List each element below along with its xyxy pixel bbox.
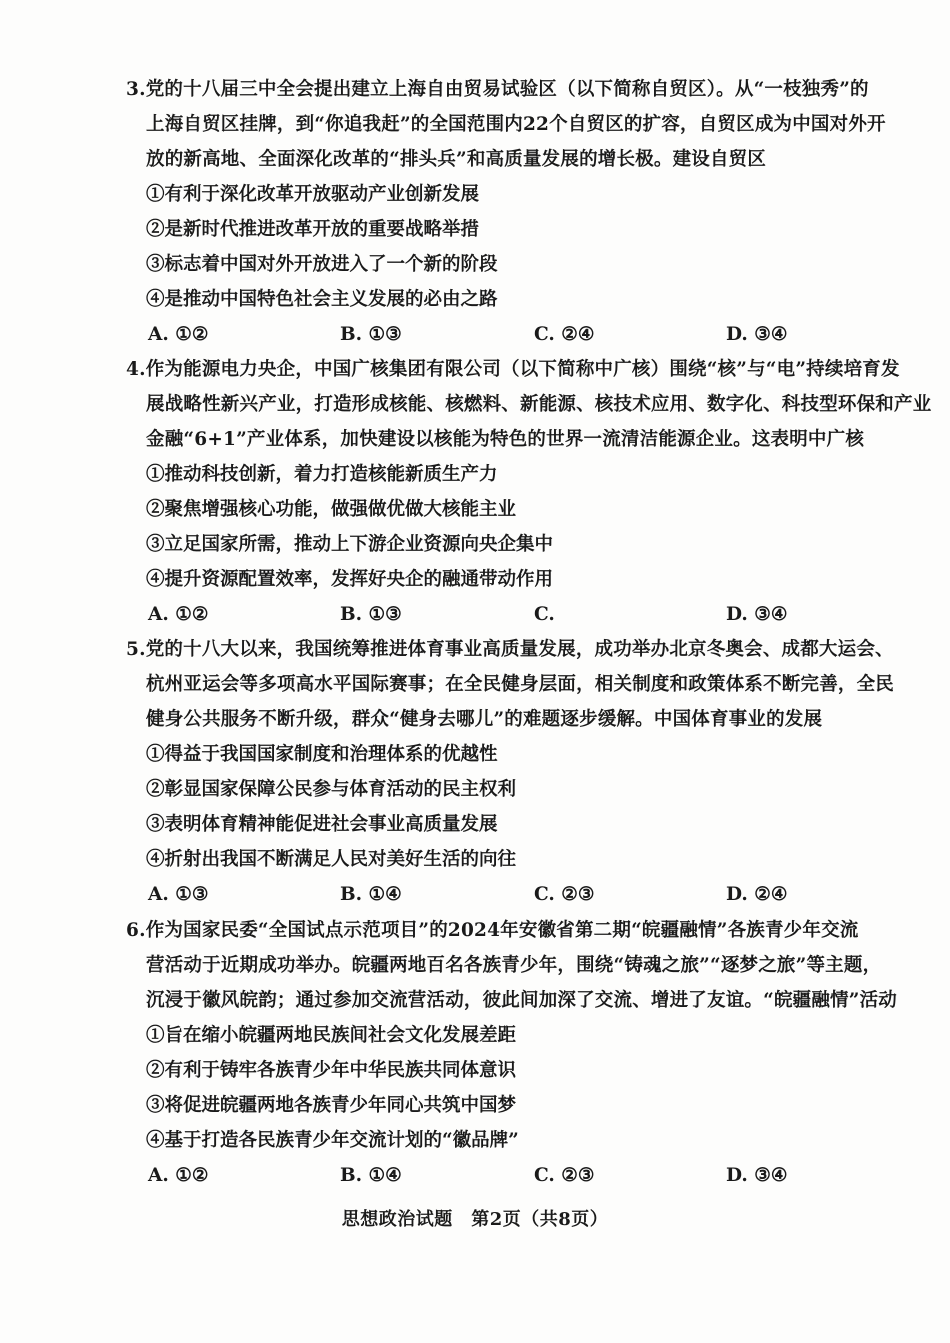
choice-c: C. ②③ (534, 1165, 595, 1186)
statement-4: ④折射出我国不断满足人民对美好生活的向往 (146, 849, 517, 870)
question-3 (126, 72, 886, 352)
choice-a: A. ①② (148, 1165, 209, 1186)
choice-b: B. ①③ (340, 324, 402, 345)
choice-a: A. ①③ (148, 884, 209, 905)
question-stem-line: 杭州亚运会等多项高水平国际赛事；在全民健身层面，相关制度和政策体系不断完善，全民 (146, 674, 895, 695)
statement-1: ①旨在缩小皖疆两地民族间社会文化发展差距 (146, 1025, 517, 1046)
choice-b: B. ①④ (340, 1165, 402, 1186)
question-stem-line: 沉浸于徽风皖韵；通过参加交流营活动，彼此间加深了交流、增进了友谊。“皖疆融情”活动 (146, 990, 897, 1011)
statement-2: ②是新时代推进改革开放的重要战略举措 (146, 219, 480, 240)
choice-c: C. ②③ (534, 884, 595, 905)
question-stem-line: 展战略性新兴产业，打造形成核能、核燃料、新能源、核技术应用、数字化、科技型环保和产业 (146, 394, 932, 415)
question-stem-line: 4.作为能源电力央企，中国广核集团有限公司（以下简称中广核）围绕“核”与“电”持续培育发 (126, 359, 900, 380)
statement-1: ①推动科技创新，着力打造核能新质生产力 (146, 464, 498, 485)
choice-a: A. ①② (148, 324, 209, 345)
answer-choices (126, 597, 866, 632)
statement-3: ③立足国家所需，推动上下游企业资源向央企集中 (146, 534, 554, 555)
choice-d: D. ③④ (726, 1165, 788, 1186)
choice-b: B. ①④ (340, 884, 402, 905)
statement-3: ③将促进皖疆两地各族青少年同心共筑中国梦 (146, 1095, 517, 1116)
statement-2: ②聚焦增强核心功能，做强做优做大核能主业 (146, 499, 517, 520)
question-stem-line: 上海自贸区挂牌，到“你追我赶”的全国范围内22个自贸区的扩容，自贸区成为中国对外开 (146, 114, 886, 135)
statement-4: ④提升资源配置效率，发挥好央企的融通带动作用 (146, 569, 554, 590)
statement-3: ③表明体育精神能促进社会事业高质量发展 (146, 814, 498, 835)
page-footer: 思想政治试题 第2页（共8页） (341, 1209, 609, 1230)
choice-b: B. ①③ (340, 604, 402, 625)
question-4 (126, 352, 932, 632)
question-stem-line: 金融“6+1”产业体系，加快建设以核能为特色的世界一流清洁能源企业。这表明中广核 (146, 429, 865, 450)
answer-choices (126, 317, 866, 352)
choice-d: D. ③④ (726, 604, 788, 625)
answer-choices (126, 877, 866, 912)
answer-choices (126, 1158, 866, 1193)
question-stem-line: 6.作为国家民委“全国试点示范项目”的2024年安徽省第二期“皖疆融情”各族青少年交流 (126, 920, 859, 941)
statement-2: ②有利于铸牢各族青少年中华民族共同体意识 (146, 1060, 517, 1081)
choice-c: C. (534, 604, 555, 625)
question-stem-line: 3.党的十八届三中全会提出建立上海自由贸易试验区（以下简称自贸区）。从“一枝独秀”的 (126, 79, 869, 100)
statement-1: ①有利于深化改革开放驱动产业创新发展 (146, 184, 480, 205)
question-stem-line: 放的新高地、全面深化改革的“排头兵”和高质量发展的增长极。建设自贸区 (146, 149, 767, 170)
choice-d: D. ②④ (726, 884, 788, 905)
statement-2: ②彰显国家保障公民参与体育活动的民主权利 (146, 779, 517, 800)
question-stem-line: 5.党的十八大以来，我国统筹推进体育事业高质量发展，成功举办北京冬奥会、成都大运会、 (126, 639, 894, 660)
statement-4: ④是推动中国特色社会主义发展的必由之路 (146, 289, 498, 310)
choice-d: D. ③④ (726, 324, 788, 345)
question-stem-line: 健身公共服务不断升级，群众“健身去哪儿”的难题逐步缓解。中国体育事业的发展 (146, 709, 823, 730)
statement-3: ③标志着中国对外开放进入了一个新的阶段 (146, 254, 498, 275)
question-stem-line: 营活动于近期成功举办。皖疆两地百名各族青少年，围绕“铸魂之旅”“逐梦之旅”等主题， (146, 955, 882, 976)
question-5 (126, 632, 895, 912)
choice-c: C. ②④ (534, 324, 595, 345)
statement-4: ④基于打造各民族青少年交流计划的“徽品牌” (146, 1130, 519, 1151)
question-6 (126, 913, 897, 1193)
choice-a: A. ①② (148, 604, 209, 625)
statement-1: ①得益于我国国家制度和治理体系的优越性 (146, 744, 498, 765)
